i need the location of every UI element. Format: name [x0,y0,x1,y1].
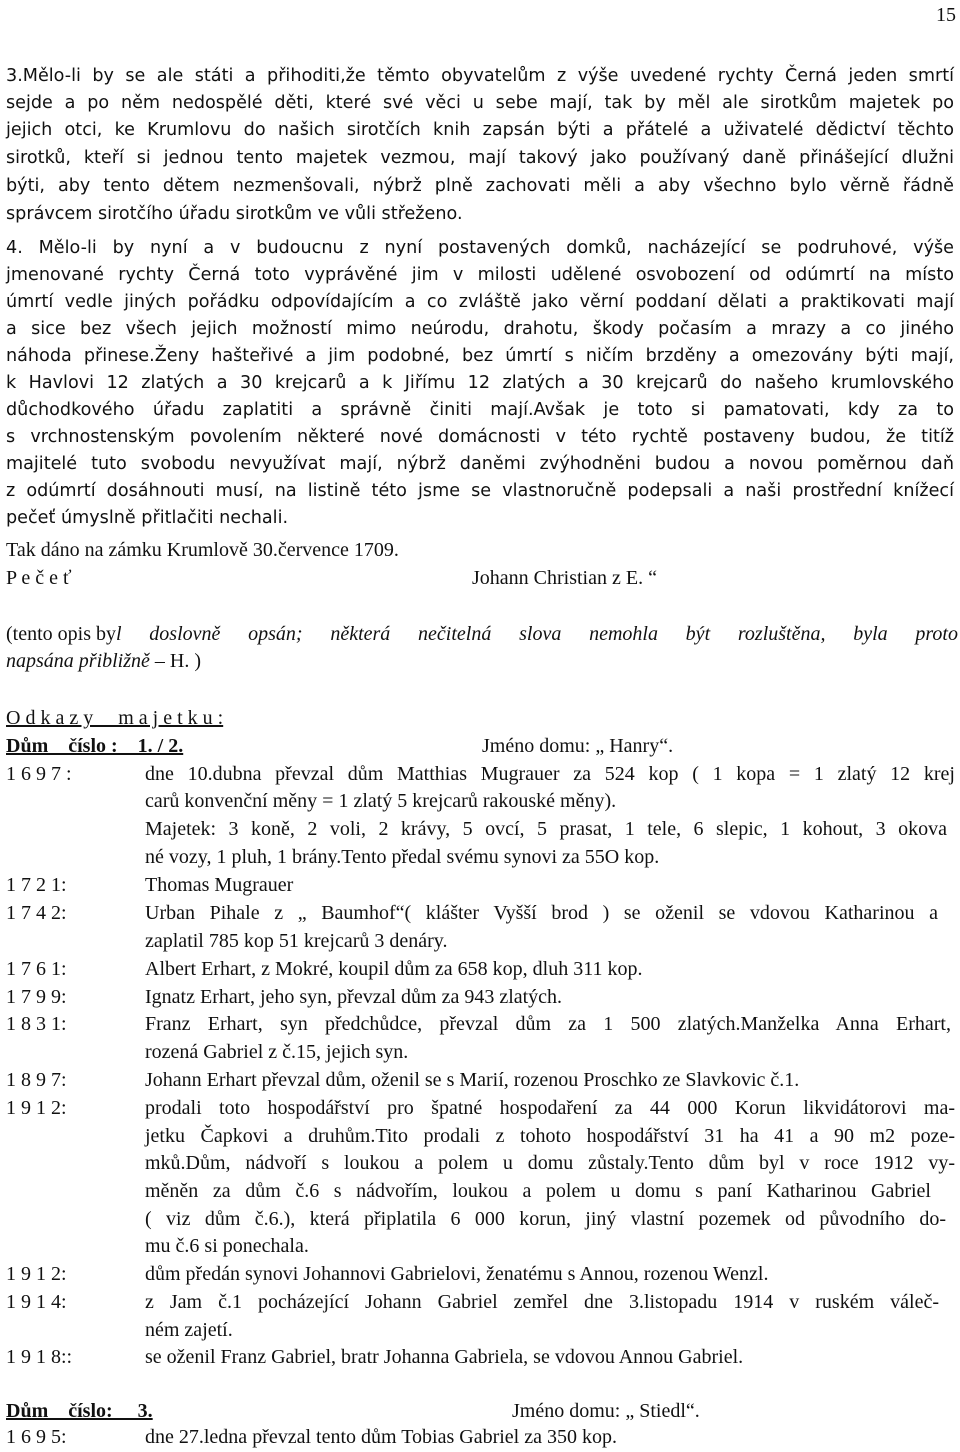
record-text: Majetek: 3 koně, 2 voli, 2 krávy, 5 ovcí, 5 prasat, 1 tele, 6 slepic, 1 kohout, 3 okova [145,818,947,840]
text-line: důchodkového úřadu zaplatiti a správně činiti mají.Avšak je toto si pamatovati, kdy za to [6,400,954,420]
house-name: Jméno domu: „ Stiedl“. [512,1400,700,1422]
text-line: 3.Mělo-li by se ale státi a přihoditi,že těmto obyvatelům z výše uvedené rychty Černá jeden smrtí [6,66,954,86]
record-text: rozená Gabriel z č.15, jejich syn. [145,1041,409,1063]
record-text: né vozy, 1 pluh, 1 brány.Tento předal svému synovi za 55O kop. [145,846,660,868]
seal-label: P e č e ť [6,567,72,589]
record-text: ( viz dům č.6.), která připlatila 6 000 korun, jiný vlastní pozemek od původního do- [145,1208,946,1230]
record-year: 1 7 2 1: [6,874,67,896]
page-number: 15 [936,4,956,26]
record-year: 1 9 1 2: [6,1097,67,1119]
house-number-label: Dům číslo: 3. [6,1400,153,1422]
record-year: 1 7 9 9: [6,986,67,1008]
house-name: Jméno domu: „ Hanry“. [482,735,674,757]
text-line: pečeť úmyslně přitlačiti nechali. [6,508,289,528]
record-text: carů konvenční měny = 1 zlatý 5 krejcarů rakouské měny). [145,790,617,812]
text-line: s vrchnostenským povolením některé nové domácnosti v této rychtě postaveny budou, že titíž [6,427,954,447]
record-text: zaplatil 785 kop 51 krejcarů 3 denáry. [145,930,448,952]
record-text: Thomas Mugrauer [145,874,294,896]
transcriber-note-line-1 [6,623,958,646]
given-at-line: Tak dáno na zámku Krumlově 30.července 1709. [6,539,399,561]
note-italic-2: napsána přibližně [6,650,150,672]
transcriber-note-line-2 [6,650,201,673]
record-year: 1 9 1 4: [6,1291,67,1313]
text-line: majitelé tuto svobodu nevyužívat mají, nýbrž daněmi zvýhodněni budou a novou poměrnou daň [6,454,954,474]
record-text: Urban Pihale z „ Baumhof“( klášter Vyšší brod ) se oženil se vdovou Katharinou a [145,902,938,924]
note-italic: l doslovně opsán; některá nečitelná slova nemohla být rozluštěna, byla proto [116,623,958,645]
record-text: mků.Dům, nádvoří s loukou a polem u domu zůstaly.Tento dům byl v roce 1912 vy- [145,1152,955,1174]
record-year: 1 7 6 1: [6,958,67,980]
section-heading-odkazy: O d k a z y m a j e t k u : [6,707,224,729]
record-text: Ignatz Erhart, jeho syn, převzal dům za 943 zlatých. [145,986,563,1008]
record-text: ném zajetí. [145,1319,233,1341]
house-number-label: Dům číslo : 1. / 2. [6,735,184,757]
record-text: se oženil Franz Gabriel, bratr Johanna Gabriela, se vdovou Annou Gabriel. [145,1346,744,1368]
text-line: z odúmrtí dosáhnouti musí, na listině této jsme se vlastnoručně podepsali a naši prostřední knížecí [6,481,954,501]
record-text: jetku Čapkovi a druhům.Tito prodali z tohoto hospodářství 31 ha 41 a 90 m2 poze- [145,1125,955,1147]
text-line: k Havlovi 12 zlatých a 30 krejcarů a k Jiřímu 12 zlatých a 30 krejcarů do našeho krumlovského [6,373,954,393]
record-year: 1 6 9 7 : [6,763,72,785]
text-line: býti, aby tento dětem nezmenšovali, nýbrž plně zachovati měli a aby všechno bylo věrně řádně [6,176,954,196]
text-line: sirotků, kteří si jednou tento majetek vezmou, mají takový jako používaný daně přinášející dlužni [6,148,954,168]
record-text: dne 10.dubna převzal dům Matthias Mugrauer za 524 kop ( 1 kopa = 1 zlatý 12 krej [145,763,955,785]
record-year: 1 9 1 8:: [6,1346,73,1368]
record-text: Franz Erhart, syn předchůdce, převzal dům za 1 500 zlatých.Manželka Anna Erhart, [145,1013,951,1035]
record-text: Albert Erhart, z Mokré, koupil dům za 658 kop, dluh 311 kop. [145,958,643,980]
note-prefix: (tento opis by [6,623,116,645]
record-year: 1 8 9 7: [6,1069,67,1091]
record-text: dne 27.ledna převzal tento dům Tobias Gabriel za 350 kop. [145,1426,617,1448]
text-line: sejde a po něm nedospělé děti, které své věci u sebe mají, tak by měl ale sirotkům majetek po [6,93,954,113]
record-text: Johann Erhart převzal dům, oženil se s Marií, rozenou Proschko ze Slavkovic č.1. [145,1069,800,1091]
record-year: 1 6 9 5: [6,1426,67,1448]
record-text: měněn za dům č.6 s nádvořím, loukou a polem u domu s paní Katharinou Gabriel [145,1180,931,1202]
text-line: jejich otci, ke Krumlovu do našich sirotčích knih zapsán býti a přátelé a uživatelé dědictví těchto [6,120,954,140]
text-line: správcem sirotčího úřadu sirotkům ve vůli střeženo. [6,204,463,224]
text-line: úmrtí vedle jiných pořádku odpovídajícím a co zvláště jako věrní poddaní dělati a praktikovati mají [6,292,954,312]
record-text: z Jam č.1 pocházející Johann Gabriel zemřel dne 3.listopadu 1914 v ruském váleč- [145,1291,939,1313]
record-year: 1 7 4 2: [6,902,67,924]
text-line: jmenované rychty Černá toto vyprávěné jim v milosti udělené osvobození od odúmrtí na místo [6,265,954,285]
record-text: mu č.6 si ponechala. [145,1235,309,1257]
text-line: 4. Mělo-li by nyní a v budoucnu z nyní postavených domků, nacházející se podruhové, výše [6,238,954,258]
text-line: náhoda přinese.Ženy hašteřivé a jim podobné, bez úmrtí s ničím brzděny a omezovány býti mají, [6,346,954,366]
note-signoff: – H. ) [149,650,202,672]
signature-name: Johann Christian z E. “ [472,567,657,589]
text-line: a sice bez všech jejich možností mimo neúrodu, drahotu, škody počasím a mrazy a co jiného [6,319,954,339]
record-year: 1 8 3 1: [6,1013,67,1035]
record-text: prodali toto hospodářství pro špatné hospodaření za 44 000 Korun likvidátorovi ma- [145,1097,955,1119]
record-year: 1 9 1 2: [6,1263,67,1285]
record-text: dům předán synovi Johannovi Gabrielovi, ženatému s Annou, rozenou Wenzl. [145,1263,769,1285]
